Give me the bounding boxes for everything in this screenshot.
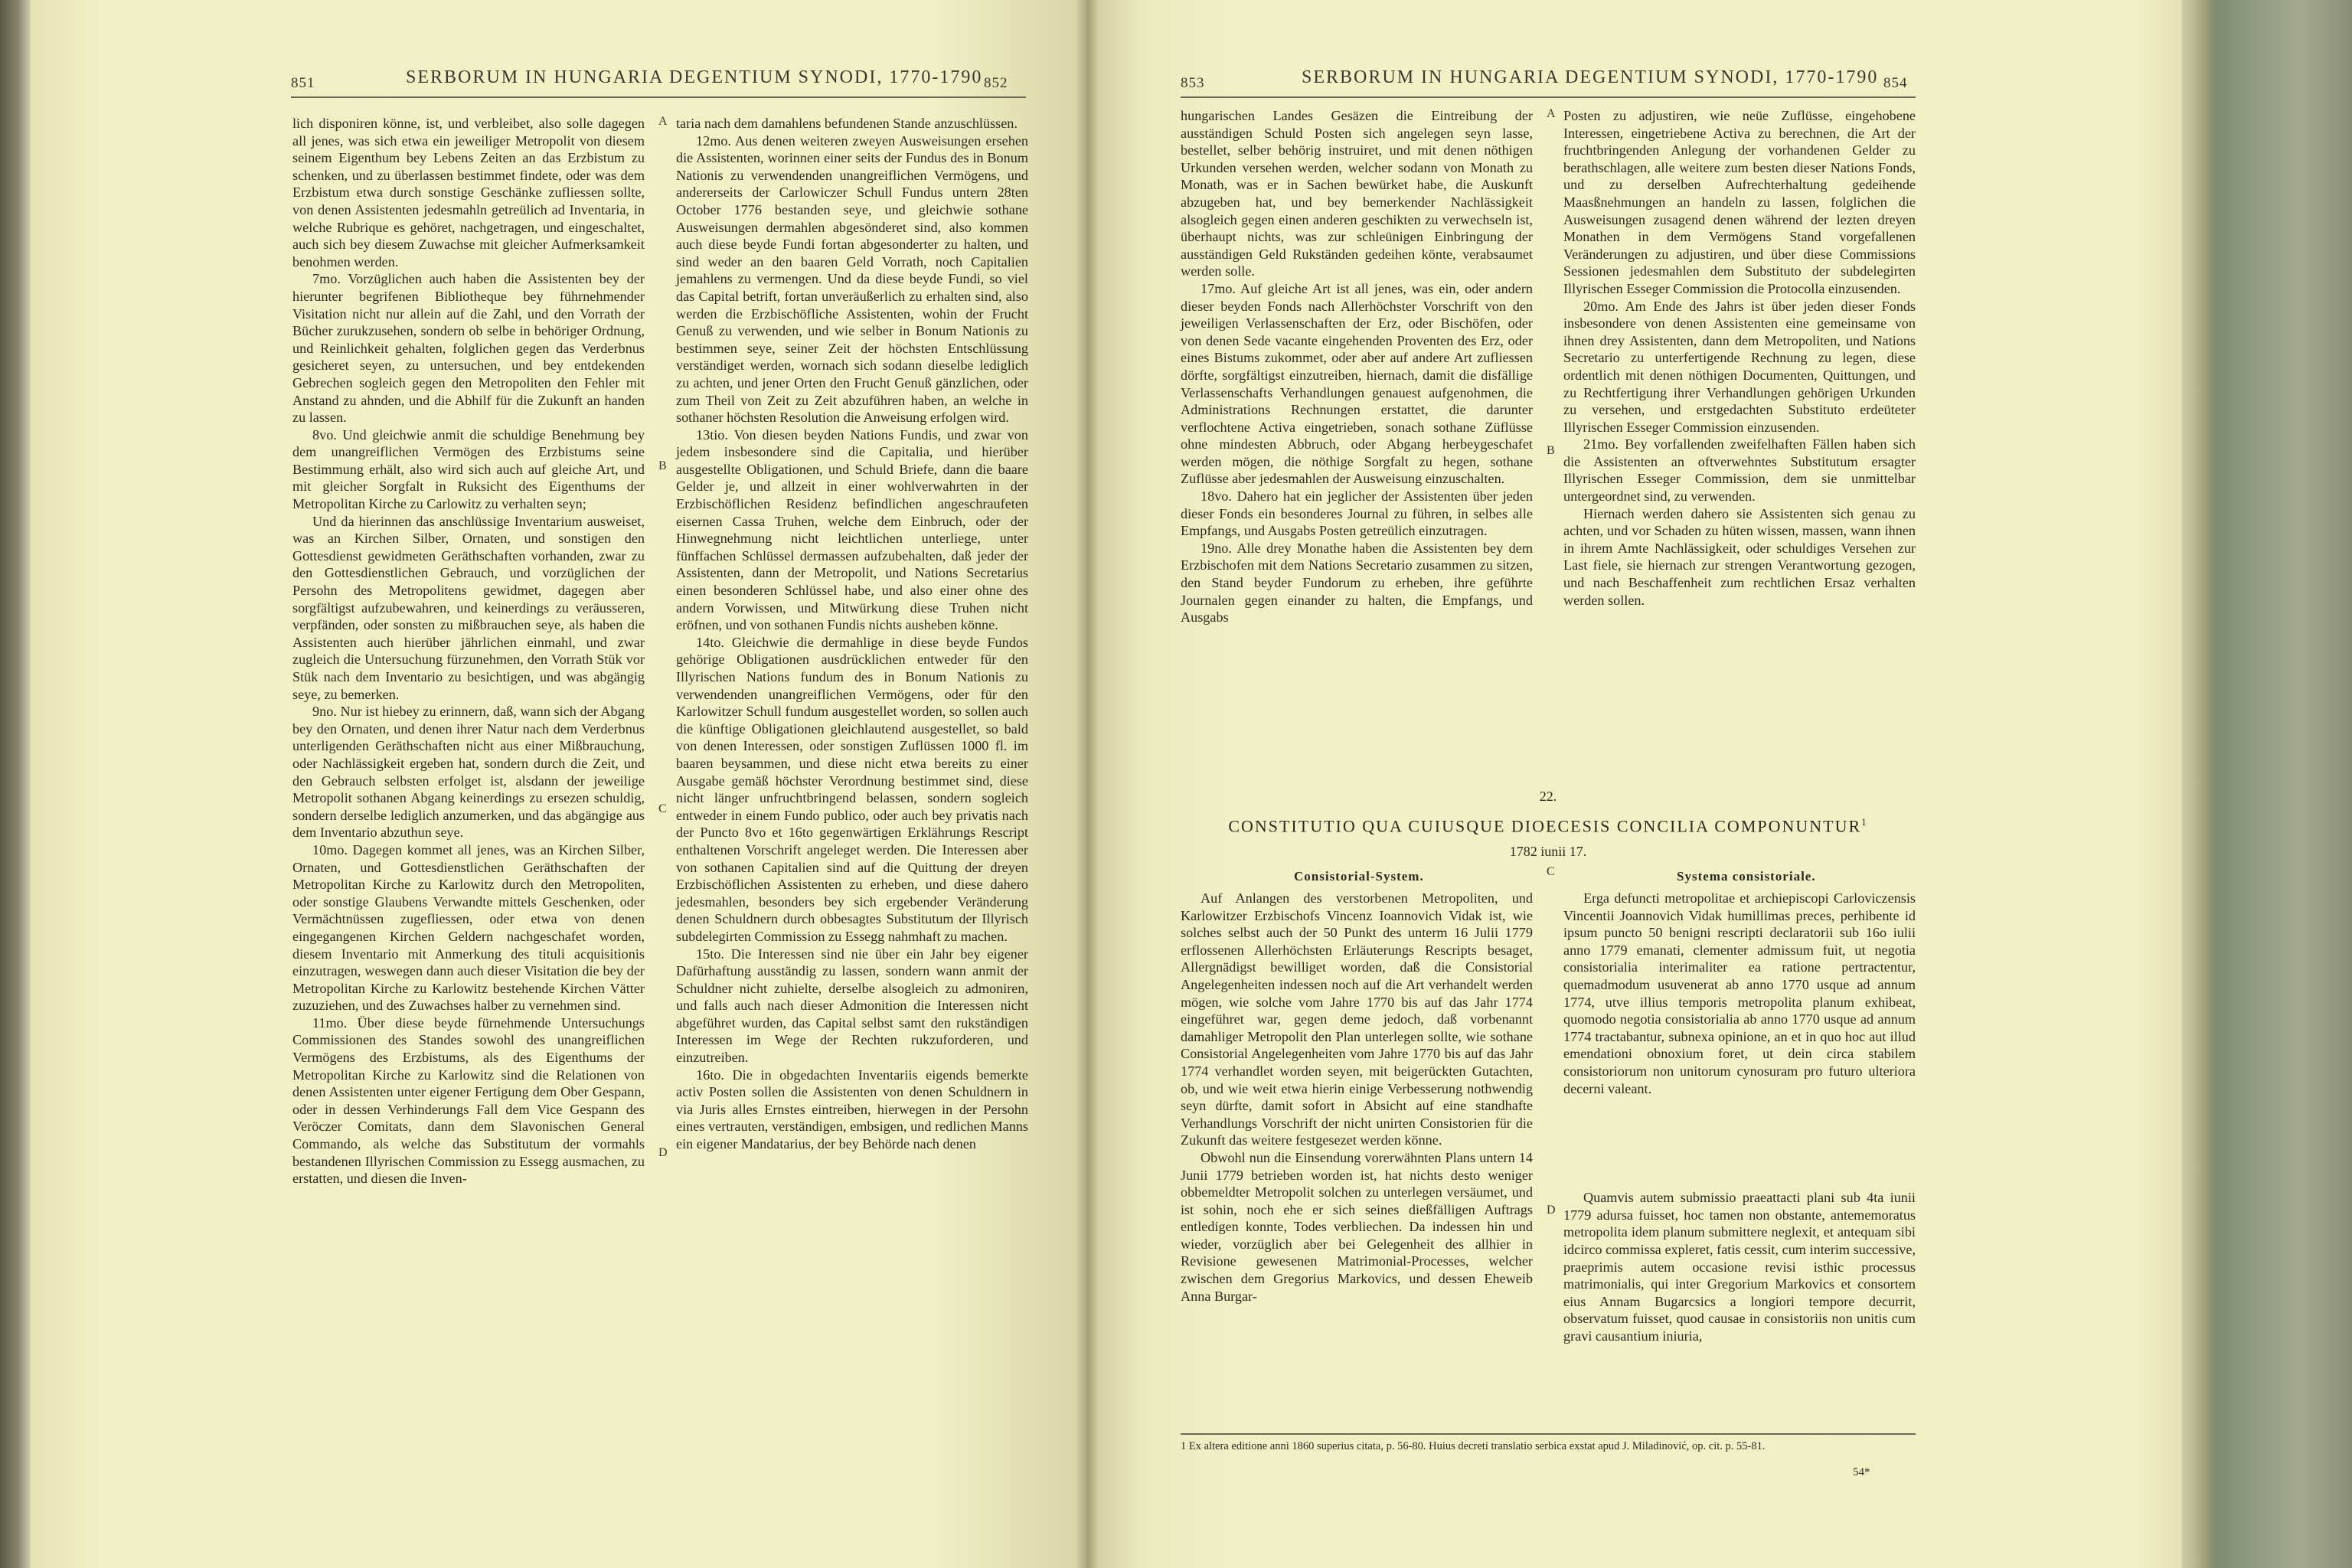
footnote: 1 Ex altera editione anni 1860 superius citata, p. 56-80. Huius decreti translatio serbica exstat apud J. Miladinović, op. cit. p. 55-81. [1181, 1440, 1766, 1452]
left-page-column-2 [676, 115, 1028, 1153]
german-text-column [1181, 890, 1533, 1305]
paragraph: 19no. Alle drey Monathe haben die Assistenten bey dem Erzbischofen mit dem Nations Secretario zusammen zu sitzen, den Stand beyder Fundorum zu erheben, ihre geführte Journalen gegen einander zu halten, die Empfangs, und Ausgabs [1181, 540, 1533, 626]
book-edge-right [2182, 0, 2352, 1568]
page-number: 854 [1883, 75, 1908, 91]
page-number: 851 [291, 75, 315, 91]
paragraph: 11mo. Über diese beyde fürnehmende Untersuchungs Commissionen des Standes sowohl des unangreiflichen Vermögens des Erzbistums, als des Eigenthums der Metropolitan Kirche zu Karlowitz sind die Relationen von denen Assistenten unter eigener Fertigung dem Ober Gespann, oder in dessen Verhinderungs Fall dem Vice Gespann des Veröczer Comitats, dann dem Slavonischen General Commando, als welche das Substitutum der vormahls bestandenen Illyrischen Commission zu Essegg ausmachen, zu erstatten, und diesen die Inven- [292, 1014, 645, 1187]
paragraph: 16to. Die in obgedachten Inventariis eigends bemerkte activ Posten sollen die Assistenten von denen Schuldnern in via Juris alles Ernstes eintreiben, hierwegen in der Persohn eines vertrauten, verständigen, embsigen, und redlichen Manns ein eigener Mandatarius, der bey Behörde nach denen [676, 1067, 1028, 1152]
paragraph: Quamvis autem submissio praeattacti plani sub 4ta iunii 1779 adursa fuisset, hoc tamen non obstante, antememoratus metropolita idem planum submittere neglexit, et antequam sibi idcirco commissa expleret, fatis cessit, cum interim successive, praeprimis autem occasione revisi isthic processus matrimonialis, qui inter Gregorium Markovics et consortem eius Annam Bugarcsics a longiori tempore decurrit, observatum fuisset, quod causae in consistoriis non unitis cum gravi causantium iniuria, [1563, 1190, 1916, 1344]
paragraph: 7mo. Vorzüglichen auch haben die Assistenten bey der hierunter begrifenen Bibliotheque bey führnehmender Visitation nicht nur allein auf die Zahl, und den Vorrath der Bücher zurukzusehen, sondern ob selbe in behöriger Ordnung, und Reinlichkeit gehalten, folglichen gegen das Verderbnus gesicheret seyen, zu untersuchen, und bey entdekenden Gebrechen sogleich gegen den Metropoliten den Fehler mit Anstand zu ahnden, und die Abhilf für die Zukunft an handen zu lassen. [292, 271, 645, 426]
margin-marker-d: D [658, 1146, 668, 1159]
header-rule [291, 96, 1026, 98]
paragraph: 9no. Nur ist hiebey zu erinnern, daß, wann sich der Abgang bey den Ornaten, und denen ihrer Natur nach dem Verderbnus unterligenden Geräthschaften nicht aus einer Mißbrauchung, oder Nachlässigkeit ergeben hat, sondern durch die Zeit, und den Gebrauch selbsten erfolget ist, alsdann der jeweilige Metropolit sothanen Abgang keinerdings zu ersezen schuldig, sondern derselbe lediglich anzumerken, und das abgängige aus dem Inventario abzuthun seye. [292, 704, 645, 841]
margin-marker-b: B [658, 459, 667, 472]
footnote-rule [1181, 1433, 1916, 1435]
paragraph: 15to. Die Interessen sind nie über ein Jahr bey eigener Dafürhaftung ausständig zu lassen, sondern wann anmit der Schuldner nicht zuhielte, derselbe alsogleich zu admoniren, und falls auch nach dieser Admonition die Interessen nicht abgeführet wurden, das Capital selbst samt den rukständigen Interessen im Wege der Rechten rukzuforderen, und einzutreiben. [676, 946, 1028, 1066]
paragraph: Und da hierinnen das anschlüssige Inventarium ausweiset, was an Kirchen Silber, Ornaten, und sonstigen den Gottesdienst gewidmeten Geräthschaften vorhanden, zwar zu den Gottesdienstlichen Gebrauch, und vorzüglichen der Persohn des Metropolitens gewidmet, dagegen aber sorgfältigst aufzubewahren, und keinerdings zu veräusseren, verpfänden, oder sonsten zu mißbrauchen seye, als haben die Assistenten auch hierüber jährlichen einmahl, und zwar zugleich die Untersuchung fürzunehmen, den Vorrath Stük vor Stük nach dem Inventario zu besichtigen, und was abgängig seye, zu bemerken. [292, 513, 645, 702]
margin-marker-c: C [1547, 865, 1555, 878]
left-page-column-1 [292, 115, 645, 1187]
paragraph: Posten zu adjustiren, wie neüe Zuflüsse, eingehobene Interessen, eingetriebene Activa zu berechnen, die Art der fruchtbringenden Anlegung der vorhandenen Gelder zu berathschlagen, alle weitere zum besten dieser Nations Fonds, und zu derselben Aufrechterhaltung gedeihende Maasßnehmungen an handeln zu lassen, folglichen die Ausweisungen zusagend denen während der lezten dreyen Monathen in dem Vermögens Stand vorgefallenen Veränderungen zu adjustiren, und über diese Commissions Sessionen jedesmahlen dem Substituto der subdelegirten Illyrischen Esseger Commission die Protocolla einzusenden. [1563, 108, 1916, 296]
header-rule [1181, 96, 1916, 98]
left-page [31, 0, 1087, 1568]
paragraph: taria nach dem damahlens befundenen Stande anzuschlüssen. [676, 116, 1018, 131]
book-edge-left [0, 0, 31, 1568]
footnote-ref: 1 [1861, 816, 1868, 828]
latin-text-column [1563, 890, 1916, 1344]
right-page [1087, 0, 2182, 1568]
margin-marker-a: A [1547, 107, 1556, 120]
paragraph: 14to. Gleichwie die dermahlige in diese beyde Fundos gehörige Obligationen ausdrücklichen entweder für den Illyrischen Nations fundum des in Bonum Nationis zu verwendenden unangreiflichen Vermögens, oder für den Karlowitzer Schull fundum ausgestellet worden, so sollen auch die künftige Obligationen gleichlautend ausgestellet, so bald von denen Interessen, oder sonstigen Zuflüssen 1000 fl. im baaren beysammen, und diese nicht etwa bereits zu einer Ausgabe gemäß höchster Verordnung bestimmet sind, diese nicht länger unfruchtbringend belassen, sondern sogleich entweder in einem Fundo publico, oder auch bey privatis nach der Puncto 8vo et 16to gegenwärtigen Erklährungs Rescript enthaltenen Vorschrift angeleget werden. Die Interessen aber von sothanen Capitalien sind auf die Quittung der dreyen Erzbischöflichen Assistenten zu erheben, und diese dahero jedesmahlen, besonders bey sich ergebender Veränderung denen Schuldnern durch obbesagtes Substitutum der Illyrisch subdelegirten Commission zu Essegg nahmhaft zu machen. [676, 634, 1028, 944]
paragraph: Auf Anlangen des verstorbenen Metropoliten, und Karlowitzer Erzbischofs Vincenz Ioannovich Vidak ist, wie solches selbst auch der 50 Punkt des unterm 16 Julii 1779 erflossenen Allerhöchsten Erläuterungs Rescripts besaget, Allergnädigst bewilliget worden, daß die Consistorial Angelegenheiten indessen noch auf die Art verhandelt werden mögen, wie solche vom Jahre 1770 bis auf das Jahr 1774 eingeführet war, gegen deme jedoch, daß vorbenannt damahliger Metropolit den Plan unterlegen sollte, wie sothane Consistorial Angelegenheiten vom Jahre 1770 bis auf das Jahr 1774 verhandlet worden seyen, mit beigerückten Gutachten, ob, und wie weit etwa hierin einige Verbesserung nothwendig seyn dürfte, damit sofort in Absicht auf eine standhafte Verhandlungs Vorschrift der nicht unirten Consistorien für die Zukunft das weitere festgesezet werden könne. [1181, 890, 1533, 1148]
margin-marker-d: D [1547, 1204, 1556, 1217]
running-title: SERBORUM IN HUNGARIA DEGENTIUM SYNODI, 1770-1790 [1302, 67, 1879, 87]
right-page-column-1 [1181, 107, 1533, 626]
paragraph: Obwohl nun die Einsendung vorerwähnten Plans untern 14 Junii 1779 betrieben worden ist, hat nichts desto weniger obbemeldter Metropolit solchen zu unterlegen versäumet, und ist sohin, noch ehe er sich seines dießfälligen Auftrags entledigen konnte, Todes verbliechen. Da indessen hin und wieder, vorzüglich aber bei Gelegenheit des allhier in Revisione gewesenen Matrimonial-Processes, welcher zwischen dem Gregorius Markovics, und dessen Eheweib Anna Burgar- [1181, 1149, 1533, 1304]
paragraph: 17mo. Auf gleiche Art ist all jenes, was ein, oder andern dieser beyden Fonds nach Allerhöchster Vorschrift von den jeweiligen Verlassenschaften der Erz, oder Bischöfen, oder von denen Sede vacante eingehenden Proventen des Erz, oder eines Bistums zukommet, oder aber auf andere Art zufliessen dörfte, sorgfältigst einzutreiben, hiernach, damit die disfällige Verlassenschafts Verhandlungen genauest aufgenohmen, die Administrations Rechnungen erstattet, die darunter verflochtene Activa eingetrieben, sonach sothane Züflüsse ohne mindesten Abbruch, oder Abgang herbeygeschafet werden mögen, die nöthige Sorgfalt zu hegen, sothane Zuflüsse aber jedesmahlen der Ausweisung einzuschalten. [1181, 280, 1533, 487]
page-number: 852 [984, 75, 1008, 91]
paragraph: Hiernach werden dahero sie Assistenten sich genau zu achten, und vor Schaden zu hüten wissen, massen, wann ihnen in ihrem Amte Nachlässigkeit, oder schuldiges Versehen zur Last fiele, sie hiernach zur strengen Verantwortung gezogen, und nach Beschaffenheit zum rechtlichen Ersaz verhalten werden sollen. [1563, 505, 1916, 608]
paragraph: Erga defuncti metropolitae et archiepiscopi Carloviczensis Vincentii Joannovich Vidak humillimas preces, perhibente id ipsum puncto 50 benigni rescripti declaratorii sub 16o iulii anno 1779 emanati, clementer admissum fuit, ut negotia consistorialia interimaliter ea ratione pertractentur, quemadmodum usuvenerat ab anno 1770 usque ad annum 1774, utve illius temporis metropolita planum exhibeat, quomodo negotia consistorialia ab anno 1770 usque ad annum 1774 tractabantur, subnexa opinione, an et in quo hoc aut illud emendationi obnoxium foret, ut dein circa stabilem consistoriorum non unitorum cynosuram pro futuro ulteriora decerni valeant. [1563, 890, 1916, 1096]
paragraph: lich disponiren könne, ist, und verbleibet, also solle dagegen all jenes, was sich etwa ein jeweiliger Metropolit von diesem seinem Eigenthum bey Lebens Zeiten an das Erzbistum zu schenken, und zu überlassen bestimmet findete, oder was dem Erzbistum etwa durch sonstige Geschänke zufliessen sollte, von denen Assistenten jedesmahln getreülich ad Inventaria, in welche Rubrique es gehöret, nachgetragen, und eingeschaltet, auch sich bey diesem Zuwachse mit gleicher Aufmerksamkeit benohmen werden. [292, 116, 645, 270]
margin-marker-c: C [658, 802, 667, 815]
paragraph: 12mo. Aus denen weiteren zweyen Ausweisungen ersehen die Assistenten, worinnen einer seits der Fundus des in Bonum Nationis zu verwendenden unangreiflichen Vermögens, und andererseits der Carlowiczer Schull Fundus untern 28ten October 1776 bestanden seye, und gleichwie sothane Ausweisungen dermahlen abgesönderet sind, also kommen auch diese beyde Fundi fortan abgesonderter zu halten, und sind weder an den baaren Geld Vorrath, noch Capitalien jemahlens zu vermengen. Und da diese beyde Fundi, so viel das Capital betrift, fortan unveräußerlich zu erhalten sind, also werden die Erzbischöfliche Assistenten, wohin der Frucht Genuß zu verwenden, und wie selber in Bonum Nationis zu bestimmen seye, seiner Zeit der höchsten Entschlüssung verständiget werden, wornach sich sodann dieselbe lediglich zu achten, und jener Orten den Frucht Genuß gänzlichen, oder zum Theil von Zeit zu Zeit abzuführen haben, an welche in sothaner höchsten Resolution die Anweisung erfolgen wird. [676, 132, 1028, 426]
section-date: 1782 iunii 17. [1509, 844, 1587, 859]
paragraph: 20mo. Am Ende des Jahrs ist über jeden dieser Fonds insbesondere von denen Assistenten eine gemeinsame von ihnen drey Assistenten, dann dem Metropoliten, und Nations Secretario zu unterfertigende Rechnung zu legen, diese ordentlich mit denen nöthigen Documenten, Quittungen, und zu Rechtfertigung ihrer Verhandlungen gehörigen Urkunden zu versehen, und erstgedachten Substituto erdeüteter Illyrischen Esseger Commission einzusenden. [1563, 298, 1916, 435]
subheading-german: Consistorial-System. [1294, 869, 1424, 884]
page-number: 853 [1181, 75, 1205, 91]
paragraph: 21mo. Bey vorfallenden zweifelhaften Fällen haben sich die Assistenten an oftverwehntes Substitutum ersagter Illyrischen Esseger Commission, dem sie unmittelbar untergeordnet sind, zu verwenden. [1563, 436, 1916, 505]
section-title-text: CONSTITUTIO QUA CUIUSQUE DIOECESIS CONCILIA COMPONUNTUR [1228, 816, 1862, 836]
paragraph: hungarischen Landes Gesäzen die Eintreibung der ausständigen Schuld Posten sich angelegen seyn lasse, bestellet, selber behörig instruiret, und mit denen nöthigen Urkunden versehen werden, welcher sodann von Monath zu Monath, was er in Sachen bewürket habe, die Auskunft abzugeben hat, und bey bemerkender Nachlässigkeit alsogleich gegen einen anderen geschikten zu verwechseln ist, überhaupt nichts, was zur schleünigen Einbringung der ausständigen Geld Rukständen gedeihen könte, verabsaumet werden solle. [1181, 108, 1533, 279]
paragraph: 13tio. Von diesen beyden Nations Fundis, und zwar von jedem insbesondere sind die Capitalia, und hierüber ausgestellte Obligationen, und Schuld Briefe, dann die baare Gelder je, und allzeit in einer wohlverwahrten in der Erzbischöflichen Residenz befindlichen angeschraufeten eisernen Cassa Truhen, welche dem Einbruch, oder der Hinwegnehmung nicht leichtlichen unterliege, unter fünffachen Schlüssel dermassen aufzubehalten, daß jeder der Assistenten, dann der Metropolit, und Nations Secretarius einen besonderen Schlüssel habe, und also einer ohne des andern Vorwissen, und Mitwürkung diese Truhen nicht eröfnen, und von sothanen Fundis nichts ausheben könne. [676, 426, 1028, 633]
paragraph: 10mo. Dagegen kommet all jenes, was an Kirchen Silber, Ornaten, und Gottesdienstlichen Geräthschaften der Metropolitan Kirche zu Karlowitz durch den Metropoliten, oder sonstige Glaubens Verwandte mittels Geschenken, oder Vermächtnüssen zugefliessen, oder etwa von denen eingegangenen Kirchen Geldern nachgeschafet worden, diesem Inventario mit Anmerkung des tituli acquisitionis einzutragen, weswegen dann auch dieser Visitation die bey der Metropolitan Kirche zu Karlowitz bestehende Kirchen Vätter zuzuziehen, und des Zuwachses halber zu vernehmen sind. [292, 841, 645, 1014]
running-title: SERBORUM IN HUNGARIA DEGENTIUM SYNODI, 1770-1790 [406, 67, 983, 87]
margin-marker-b: B [1547, 444, 1555, 457]
right-page-column-2 [1563, 107, 1916, 609]
section-number: 22. [1539, 789, 1557, 804]
section-title [1181, 816, 1916, 836]
signature-mark: 54* [1853, 1466, 1870, 1478]
margin-marker-a: A [658, 115, 668, 128]
subheading-latin: Systema consistoriale. [1677, 869, 1816, 884]
paragraph: 8vo. Und gleichwie anmit die schuldige Benehmung bey dem unangreiflichen Vermögen des Erzbistums seine Bestimmung erhält, also wird sich auch auf gleiche Art, und mit gleicher Sorgfalt in Ruksicht des Eigenthums der Metropolitan Kirche zu Carlowitz zu verhalten seyn; [292, 426, 645, 512]
book-gutter [1076, 0, 1099, 1568]
paragraph: 18vo. Dahero hat ein jeglicher der Assistenten über jeden dieser Fonds ein besonderes Journal zu führen, in selbes alle Empfangs, und Ausgabs Posten getreülich einzutragen. [1181, 488, 1533, 539]
